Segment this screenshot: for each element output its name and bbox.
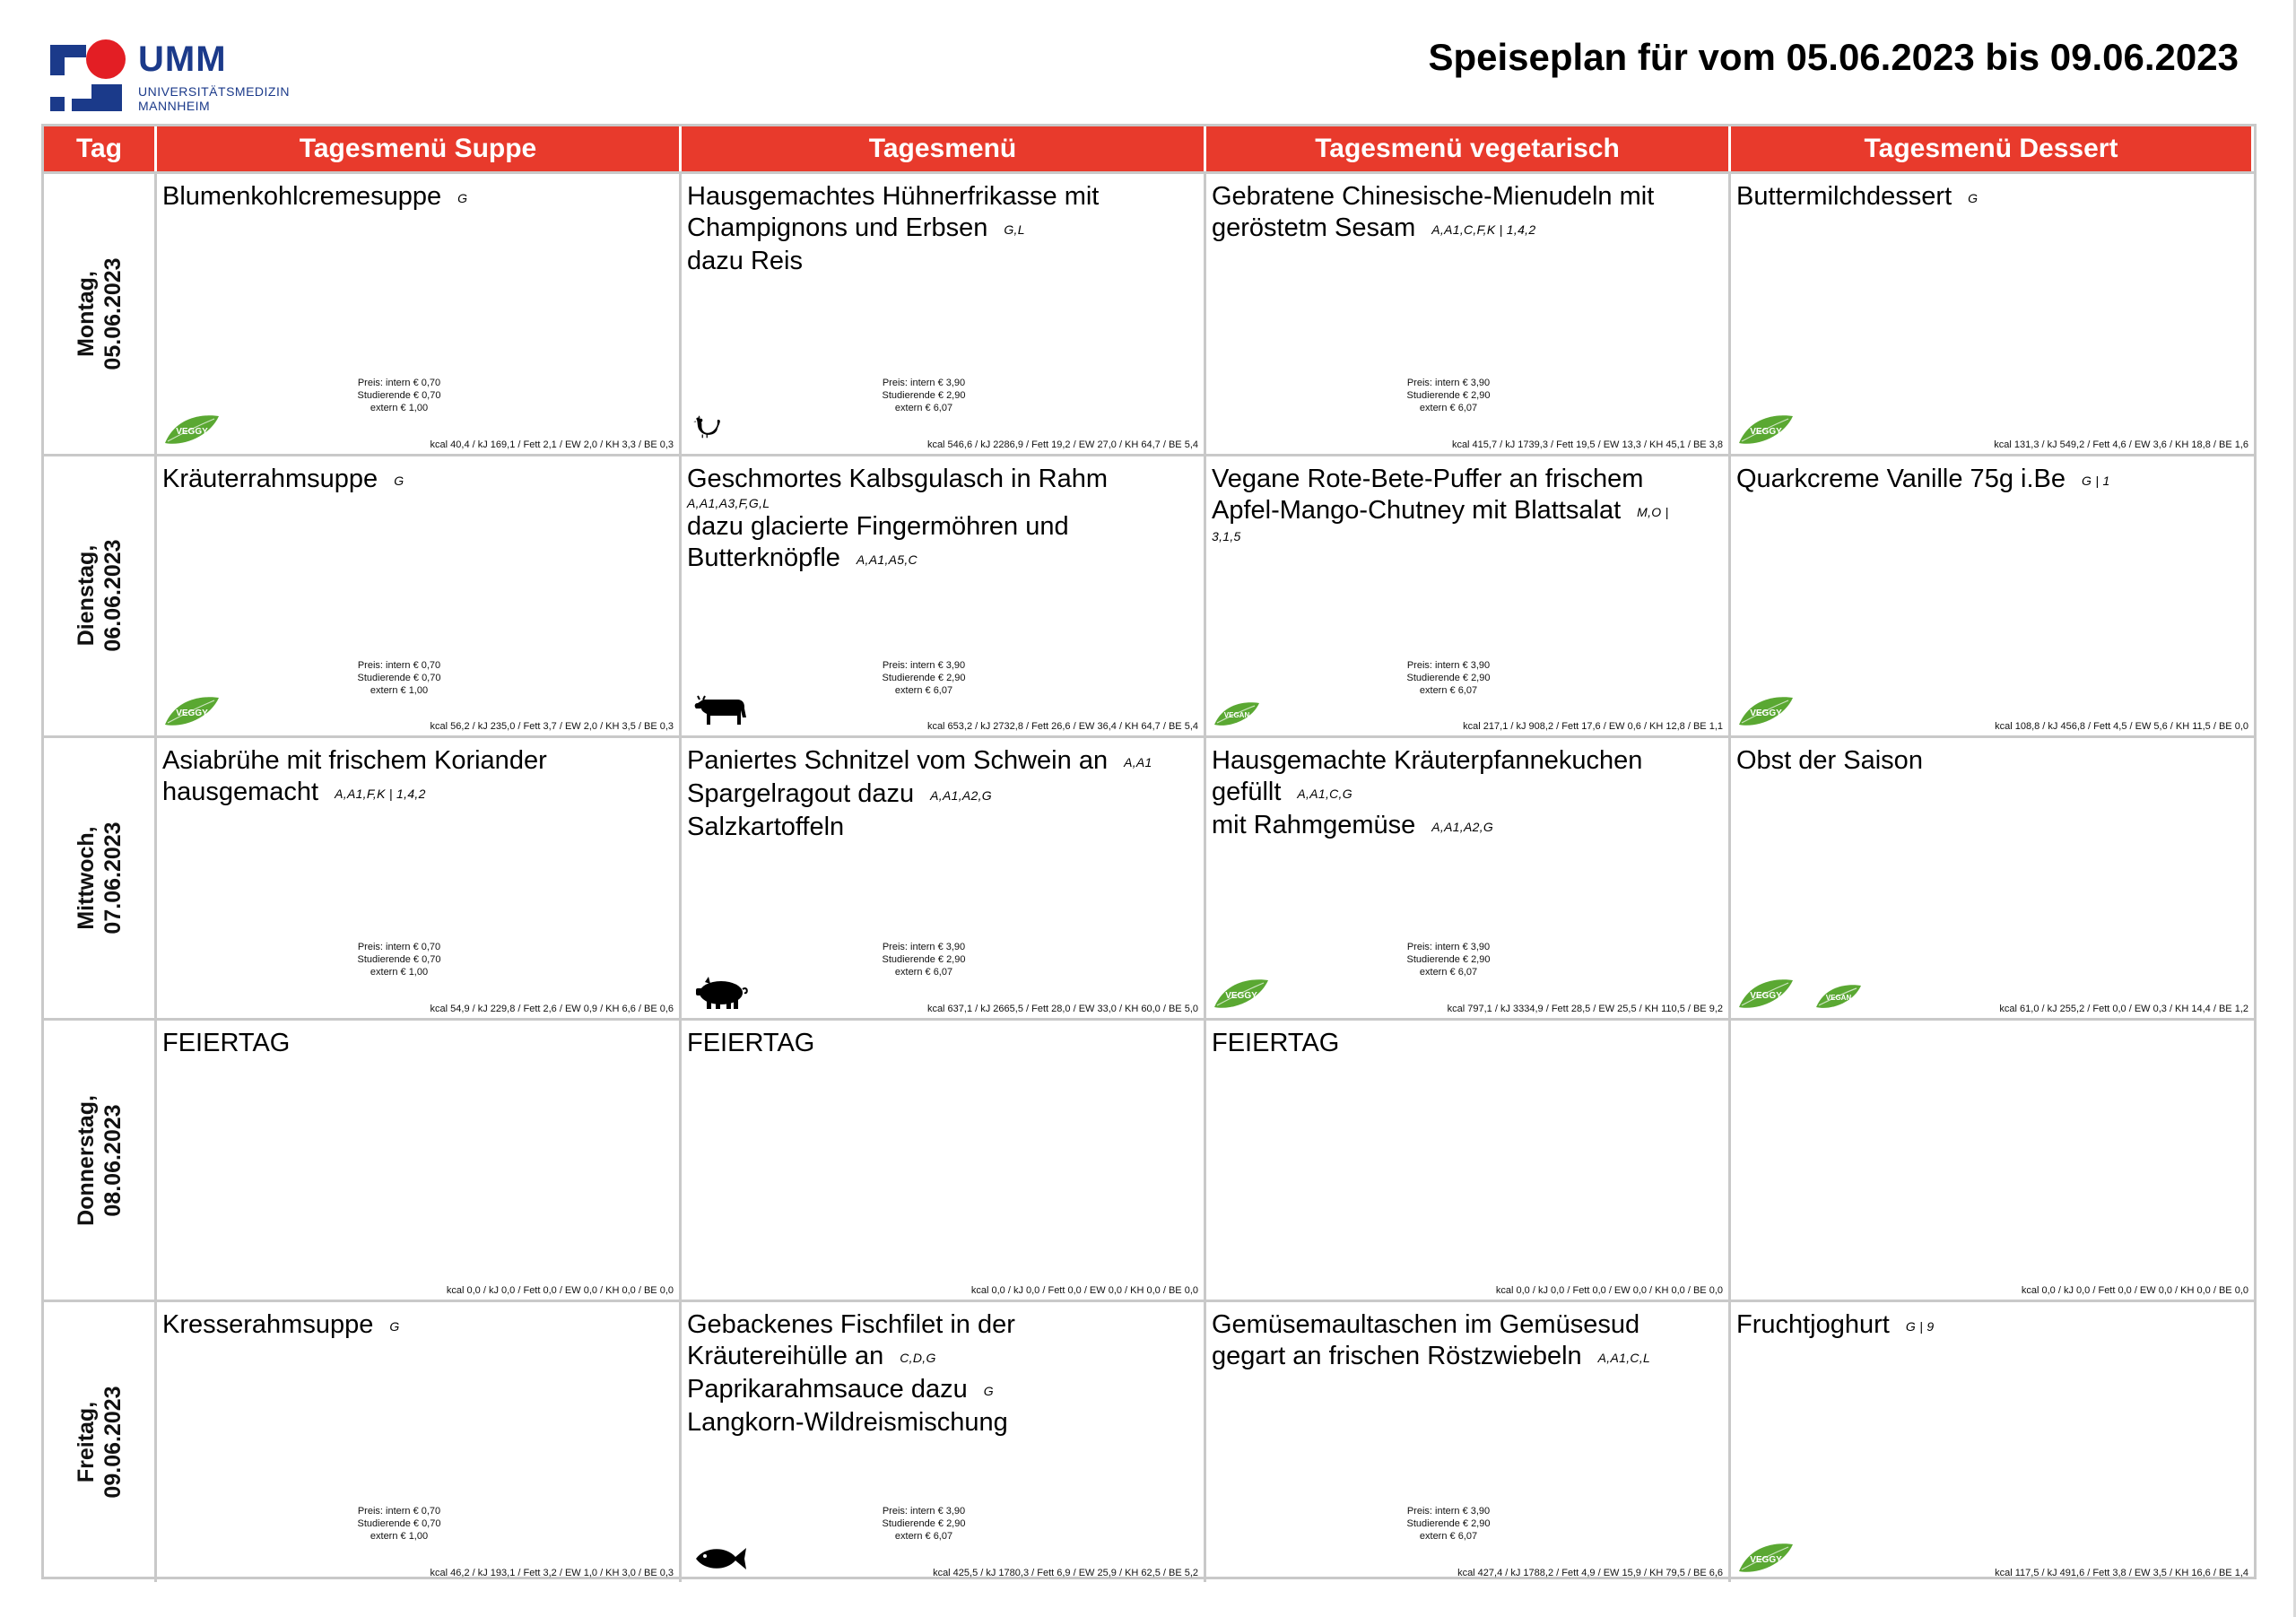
nutrition-info: kcal 56,2 / kJ 235,0 / Fett 3,7 / EW 2,0 / KH 3,5 / BE 0,3 [430, 721, 674, 733]
allergen-codes: G [389, 1319, 400, 1334]
day-date: 05.06.2023 [100, 257, 126, 370]
menu-cell [1206, 456, 1731, 736]
price-line: Preis: intern € 3,90 [882, 378, 966, 388]
nutrition-info: kcal 46,2 / kJ 193,1 / Fett 3,2 / EW 1,0 / KH 3,0 / BE 0,3 [430, 1567, 674, 1578]
column-header: Tagesmenü Suppe [157, 126, 682, 171]
day-label [73, 1095, 126, 1226]
day-label [73, 822, 126, 934]
allergen-codes: G [983, 1384, 994, 1399]
nutrition-info: kcal 40,4 / kJ 169,1 / Fett 2,1 / EW 2,0 / KH 3,3 / BE 0,3 [430, 439, 674, 450]
dish-text: Hausgemachte Kräuterpfannekuchen [1212, 746, 1643, 776]
umm-logo-mark-icon [50, 39, 131, 117]
allergen-codes: G [1968, 191, 1979, 205]
nutrition-info: kcal 0,0 / kJ 0,0 / Fett 0,0 / EW 0,0 / KH 0,0 / BE 0,0 [2021, 1285, 2248, 1297]
dish-line [1212, 1028, 1721, 1059]
price-line: Preis: intern € 0,70 [357, 659, 441, 671]
nutrition-info: kcal 797,1 / kJ 3334,9 / Fett 28,5 / EW 25,5 / KH 110,5 / BE 9,2 [1447, 1003, 1723, 1014]
dish-line [162, 1309, 672, 1343]
dish-name [1736, 464, 2247, 497]
veggy-badge-icon [1212, 977, 1271, 1011]
dish-text: Kräuterrahmsuppe [162, 464, 378, 493]
price-line: Studierende € 0,70 [357, 954, 441, 966]
dish-line [1212, 1341, 1721, 1374]
svg-text:VEGGY: VEGGY [1750, 990, 1782, 1001]
dish-line [1736, 745, 2247, 777]
dish-line [687, 1341, 1196, 1374]
dish-text: Gemüsemaultaschen im Gemüsesud [1212, 1310, 1640, 1340]
dish-text: Geschmortes Kalbsgulasch in Rahm [687, 464, 1109, 493]
nutrition-info: kcal 117,5 / kJ 491,6 / Fett 3,8 / EW 3,5 / KH 16,6 / BE 1,4 [1995, 1567, 2248, 1578]
day-name: Mittwoch, [73, 826, 99, 930]
allergen-codes: A,A1,C,G [1297, 787, 1352, 802]
menu-cell [157, 1021, 682, 1300]
price-line: Studierende € 0,70 [357, 390, 441, 401]
day-date: 09.06.2023 [100, 1386, 126, 1499]
allergen-codes: G,L [1004, 222, 1025, 237]
day-date: 06.06.2023 [100, 539, 126, 652]
dish-line [1736, 181, 2247, 214]
dish-line [687, 213, 1196, 246]
dish-text: Apfel-Mango-Chutney mit Blattsalat [1212, 495, 1622, 525]
dish-line [1212, 213, 1721, 246]
price-line: Studierende € 2,90 [882, 390, 966, 401]
price-info [1386, 1505, 1511, 1543]
dish-text: dazu Reis [687, 247, 803, 275]
dish-text: Buttermilchdessert [1736, 182, 1952, 211]
dish-line [687, 745, 1196, 778]
menu-cell [1731, 174, 2254, 454]
dish-line [1212, 1309, 1721, 1341]
price-line: Studierende € 2,90 [1406, 1518, 1491, 1530]
day-name: Dienstag, [73, 545, 99, 647]
dish-name [1212, 181, 1721, 246]
price-line: Preis: intern € 3,90 [1406, 378, 1491, 388]
allergen-codes: 3,1,5 [1212, 528, 1241, 543]
price-line: Studierende € 2,90 [1406, 672, 1491, 683]
svg-text:VEGGY: VEGGY [1750, 426, 1782, 437]
dish-line [162, 745, 672, 777]
dish-name [162, 1028, 672, 1059]
menu-cell [157, 174, 682, 454]
menu-cell [1731, 1302, 2254, 1582]
menu-cell [1206, 174, 1731, 454]
dish-text: Hausgemachtes Hühnerfrikasse mit [687, 182, 1100, 211]
dish-line [1212, 181, 1721, 213]
nutrition-info: kcal 415,7 / kJ 1739,3 / Fett 19,5 / EW 13,3 / KH 45,1 / BE 3,8 [1451, 439, 1723, 450]
day-name: Donnerstag, [73, 1094, 99, 1226]
price-line: Preis: intern € 3,90 [1406, 659, 1491, 671]
dish-text: Salzkartoffeln [687, 813, 845, 842]
dish-text: Gebratene Chinesische-Mienudeln mit [1212, 182, 1655, 211]
price-line: Preis: intern € 3,90 [882, 1506, 966, 1517]
menu-cell [682, 1021, 1206, 1300]
price-line: extern € 6,07 [894, 1531, 953, 1543]
dish-text: geröstetm Sesam [1212, 213, 1416, 242]
allergen-codes: A,A1,F,K | 1,4,2 [335, 787, 426, 802]
price-line: Preis: intern € 3,90 [882, 942, 966, 953]
dish-line [687, 1374, 1196, 1407]
dish-text: Asiabrühe mit frischem Koriander [162, 746, 547, 776]
svg-text:VEGGY: VEGGY [1225, 990, 1257, 1001]
day-label [73, 1387, 126, 1499]
menu-cell [682, 456, 1206, 736]
veggy-badge-icon [1736, 977, 1796, 1011]
veggy-badge-icon [1736, 1541, 1796, 1575]
column-header: Tagesmenü [682, 126, 1206, 171]
allergen-codes: G [457, 191, 468, 205]
price-line: extern € 1,00 [370, 1531, 429, 1543]
price-info [1386, 941, 1511, 978]
dish-name [1212, 1028, 1721, 1059]
price-info [336, 377, 462, 414]
menu-cell [1206, 1302, 1731, 1582]
veggy-badge-icon [162, 413, 222, 447]
menu-cell [1206, 738, 1731, 1018]
price-line: Studierende € 2,90 [1406, 954, 1491, 966]
dish-name [162, 464, 672, 497]
dish-name [1736, 745, 2247, 777]
allergen-codes: G | 9 [1905, 1319, 1935, 1334]
day-name: Freitag, [73, 1402, 99, 1483]
dish-text: FEIERTAG [162, 1028, 291, 1057]
dish-line [1212, 464, 1721, 495]
nutrition-info: kcal 637,1 / kJ 2665,5 / Fett 28,0 / EW 33,0 / KH 60,0 / BE 5,0 [926, 1003, 1198, 1014]
menu-cell [1731, 1021, 2254, 1300]
allergen-codes: M,O | [1637, 504, 1669, 519]
dish-line [1212, 495, 1721, 528]
dish-name [1736, 181, 2247, 214]
svg-text:VEGGY: VEGGY [1750, 709, 1782, 719]
dish-name [162, 745, 672, 810]
dish-line [687, 543, 1196, 576]
price-info [861, 1505, 987, 1543]
nutrition-info: kcal 425,5 / kJ 1780,3 / Fett 6,9 / EW 25,9 / KH 62,5 / BE 5,2 [933, 1567, 1198, 1578]
dish-line [687, 778, 1196, 812]
svg-text:VEGAN: VEGAN [1825, 993, 1852, 1002]
table-row [44, 171, 2254, 454]
column-header: Tagesmenü vegetarisch [1206, 126, 1731, 171]
day-date: 08.06.2023 [100, 1104, 126, 1217]
dish-text: Obst der Saison [1736, 746, 1923, 776]
pig-icon [692, 973, 750, 1013]
menu-cell [157, 1302, 682, 1582]
nutrition-info: kcal 427,4 / kJ 1788,2 / Fett 4,9 / EW 15,9 / KH 79,5 / BE 6,6 [1457, 1567, 1723, 1578]
price-info [861, 377, 987, 414]
allergen-codes: A,A1,A5,C [856, 552, 918, 567]
dish-line [687, 181, 1196, 213]
nutrition-info: kcal 61,0 / kJ 255,2 / Fett 0,0 / EW 0,3 / KH 14,4 / BE 1,2 [1999, 1003, 2248, 1014]
menu-cell [682, 174, 1206, 454]
price-line: Preis: intern € 0,70 [357, 1506, 441, 1517]
dish-line [162, 777, 672, 810]
veggy-badge-icon [1736, 694, 1796, 728]
menu-cell [1731, 456, 2254, 736]
menu-cell [1731, 738, 2254, 1018]
allergen-codes: A,A1,A3,F,G,L [687, 495, 770, 510]
price-line: extern € 6,07 [894, 967, 953, 978]
dish-name [162, 181, 672, 214]
price-line: extern € 1,00 [370, 967, 429, 978]
svg-text:VEGGY: VEGGY [176, 709, 208, 719]
day-cell [44, 738, 157, 1018]
price-line: Studierende € 0,70 [357, 1518, 441, 1530]
dish-name [687, 745, 1196, 843]
table-row [44, 454, 2254, 736]
price-line: Studierende € 0,70 [357, 672, 441, 683]
vegan-badge-icon [1212, 700, 1262, 728]
menu-cell [157, 456, 682, 736]
allergen-codes: A,A1 [1124, 755, 1152, 770]
dish-line [687, 812, 1196, 843]
dish-text: Quarkcreme Vanille 75g i.Be [1736, 464, 2066, 493]
dish-text: Vegane Rote-Bete-Puffer an frischem [1212, 464, 1644, 493]
price-line: extern € 6,07 [894, 684, 953, 696]
price-info [861, 659, 987, 697]
dish-name [1736, 1309, 2247, 1343]
price-line: Studierende € 2,90 [882, 672, 966, 683]
nutrition-info: kcal 0,0 / kJ 0,0 / Fett 0,0 / EW 0,0 / KH 0,0 / BE 0,0 [446, 1285, 674, 1297]
veggy-badge-icon [1736, 413, 1796, 447]
price-line: Preis: intern € 0,70 [357, 942, 441, 953]
day-date: 07.06.2023 [100, 822, 126, 935]
dish-text: Langkorn-Wildreismischung [687, 1408, 1008, 1438]
allergen-codes: A,A1,A2,G [930, 788, 992, 804]
price-info [861, 941, 987, 978]
nutrition-info: kcal 0,0 / kJ 0,0 / Fett 0,0 / EW 0,0 / KH 0,0 / BE 0,0 [970, 1285, 1198, 1297]
dish-name [1212, 745, 1721, 843]
svg-text:VEGGY: VEGGY [176, 426, 208, 437]
dish-line [1212, 745, 1721, 777]
price-line: Preis: intern € 3,90 [882, 659, 966, 671]
menu-cell [157, 738, 682, 1018]
column-header: Tagesmenü Dessert [1731, 126, 2254, 171]
price-line: Preis: intern € 0,70 [357, 378, 441, 388]
price-line: extern € 6,07 [1419, 967, 1478, 978]
price-line: extern € 1,00 [370, 403, 429, 413]
dish-text: FEIERTAG [1212, 1028, 1340, 1057]
dish-line [162, 181, 672, 214]
dish-line [687, 1028, 1196, 1059]
dish-text: hausgemacht [162, 778, 319, 807]
day-cell [44, 1021, 157, 1300]
dish-line [1212, 777, 1721, 810]
umm-logo [50, 39, 301, 120]
dish-text: Kräutereihülle an [687, 1342, 884, 1371]
table-row [44, 735, 2254, 1018]
nutrition-info: kcal 0,0 / kJ 0,0 / Fett 0,0 / EW 0,0 / KH 0,0 / BE 0,0 [1495, 1285, 1723, 1297]
nutrition-info: kcal 546,6 / kJ 2286,9 / Fett 19,2 / EW 27,0 / KH 64,7 / BE 5,4 [926, 439, 1198, 450]
allergen-codes: C,D,G [900, 1351, 936, 1366]
dish-text: mit Rahmgemüse [1212, 811, 1416, 840]
dish-name [1212, 1309, 1721, 1374]
dish-name [687, 181, 1196, 277]
vegan-badge-icon [1813, 982, 1864, 1011]
day-label [73, 257, 126, 369]
logo-line1: UNIVERSITÄTSMEDIZIN [138, 84, 290, 99]
dish-name [1212, 464, 1721, 544]
column-header: Tag [44, 126, 157, 171]
menu-cell [682, 738, 1206, 1018]
cow-icon [692, 691, 750, 730]
logo-subtitle [138, 84, 290, 113]
price-info [336, 941, 462, 978]
dish-name [687, 1028, 1196, 1059]
nutrition-info: kcal 131,3 / kJ 549,2 / Fett 4,6 / EW 3,6 / KH 18,8 / BE 1,6 [1994, 439, 2248, 450]
dish-line [687, 511, 1196, 543]
day-label [73, 540, 126, 652]
dish-text: Fruchtjoghurt [1736, 1310, 1890, 1340]
svg-text:VEGAN: VEGAN [1223, 711, 1250, 720]
dish-line [162, 464, 672, 497]
day-cell [44, 1302, 157, 1582]
dish-text: Kresserahmsuppe [162, 1310, 374, 1340]
dish-text: gegart an frischen Röstzwiebeln [1212, 1342, 1582, 1371]
price-line: extern € 6,07 [1419, 1531, 1478, 1543]
chicken-icon [692, 407, 728, 448]
price-line: Preis: intern € 3,90 [1406, 1506, 1491, 1517]
fish-icon [692, 1537, 750, 1577]
dish-text: Spargelragout dazu [687, 779, 915, 809]
allergen-codes: G | 1 [2081, 473, 2110, 488]
allergen-codes: A,A1,C,F,K | 1,4,2 [1431, 222, 1536, 237]
dish-text: dazu glacierte Fingermöhren und [687, 511, 1069, 541]
dish-name [162, 1309, 672, 1343]
menu-cell [1206, 1021, 1731, 1300]
day-cell [44, 174, 157, 454]
dish-text: Gebackenes Fischfilet in der [687, 1310, 1015, 1340]
dish-name [687, 1309, 1196, 1439]
dish-text: FEIERTAG [687, 1028, 815, 1057]
price-info [1386, 659, 1511, 697]
dish-line [687, 1309, 1196, 1341]
table-row [44, 1018, 2254, 1300]
nutrition-info: kcal 217,1 / kJ 908,2 / Fett 17,6 / EW 0,6 / KH 12,8 / BE 1,1 [1463, 721, 1723, 733]
nutrition-info: kcal 54,9 / kJ 229,8 / Fett 2,6 / EW 0,9 / KH 6,6 / BE 0,6 [430, 1003, 674, 1014]
dish-text: Blumenkohlcremesuppe [162, 182, 442, 211]
allergen-codes: A,A1,A2,G [1431, 820, 1494, 835]
price-line: Studierende € 2,90 [882, 954, 966, 966]
svg-text:VEGGY: VEGGY [1750, 1554, 1782, 1565]
allergen-codes: A,A1,C,L [1597, 1351, 1651, 1366]
dish-text: Paprikarahmsauce dazu [687, 1375, 968, 1404]
table-header [44, 126, 2254, 171]
price-line: Studierende € 2,90 [1406, 390, 1491, 401]
menu-table [41, 124, 2257, 1579]
price-info [1386, 377, 1511, 414]
dish-text: gefüllt [1212, 778, 1282, 807]
dish-text: Butterknöpfle [687, 543, 840, 572]
table-row [44, 1300, 2254, 1582]
menu-cell [682, 1302, 1206, 1582]
dish-text: Champignons und Erbsen [687, 213, 988, 242]
day-name: Montag, [73, 270, 99, 357]
logo-line2: MANNHEIM [138, 99, 211, 113]
dish-line [687, 246, 1196, 277]
dish-line [1736, 1309, 2247, 1343]
plan-title: Speiseplan für vom 05.06.2023 bis 09.06.2023 [1428, 36, 2239, 78]
price-line: extern € 1,00 [370, 684, 429, 696]
price-line: extern € 6,07 [894, 403, 953, 413]
nutrition-info: kcal 653,2 / kJ 2732,8 / Fett 26,6 / EW 36,4 / KH 64,7 / BE 5,4 [926, 721, 1198, 733]
dish-line [1736, 464, 2247, 497]
nutrition-info: kcal 108,8 / kJ 456,8 / Fett 4,5 / EW 5,6 / KH 11,5 / BE 0,0 [1995, 721, 2248, 733]
dish-name [687, 464, 1196, 576]
dish-line [687, 1407, 1196, 1439]
price-line: extern € 6,07 [1419, 684, 1478, 696]
veggy-badge-icon [162, 694, 222, 728]
dish-line [1212, 810, 1721, 843]
price-line: Studierende € 2,90 [882, 1518, 966, 1530]
logo-brand: UMM [138, 39, 227, 79]
day-cell [44, 456, 157, 736]
dish-text: Paniertes Schnitzel vom Schwein an [687, 746, 1109, 776]
price-info [336, 659, 462, 697]
dish-line [687, 464, 1196, 495]
price-line: Preis: intern € 3,90 [1406, 942, 1491, 953]
price-line: extern € 6,07 [1419, 403, 1478, 413]
price-info [336, 1505, 462, 1543]
dish-line [162, 1028, 672, 1059]
allergen-codes: G [394, 473, 404, 488]
